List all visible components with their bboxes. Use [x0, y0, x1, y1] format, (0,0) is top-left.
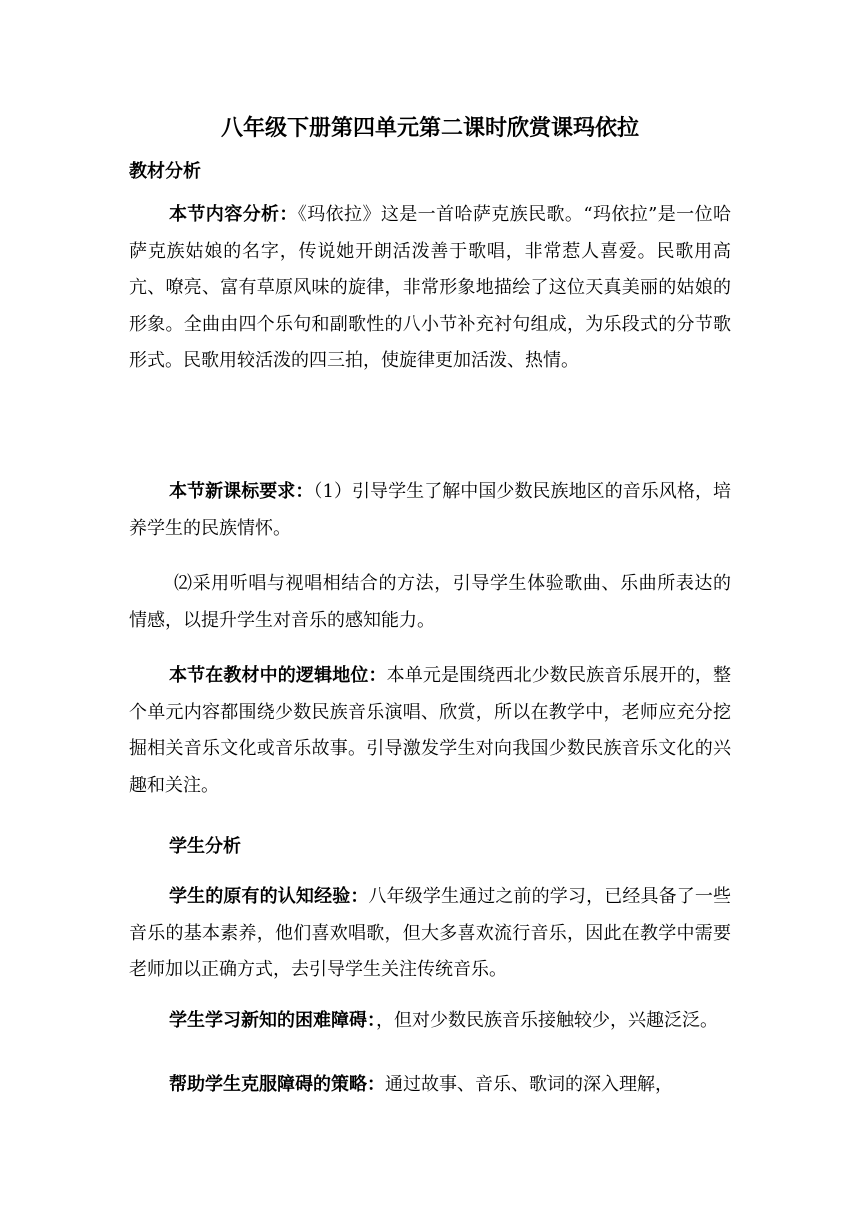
paragraph-lead: 本节新课标要求：: [169, 481, 314, 502]
paragraph-text: ⑵采用听唱与视唱相结合的方法，引导学生体验歌曲、乐曲所表达的情感，以提升学生对音乐的感知能力。: [129, 573, 731, 631]
paragraph-text: 本单元是围绕西北少数民族音乐展开的，整个单元内容都围绕少数民族音乐演唱、欣赏，所以在教学中，老师应充分挖掘相关音乐文化或音乐故事。引导激发学生对向我国少数民族音乐文化的兴趣和关注。: [129, 665, 732, 796]
paragraph-lead: 学生的原有的认知经验：: [169, 886, 369, 907]
paragraph-text: ，但对少数民族音乐接触较少，兴趣泛泛。: [376, 1010, 718, 1031]
paragraph-logical-position: [129, 658, 731, 804]
section-heading-textbook-analysis: 教材分析: [129, 161, 201, 182]
paragraph-prior-experience: [129, 879, 731, 989]
paragraph-text: （1）引导学生了解中国少数民族地区的音乐风格，培养学生的民族情怀。: [129, 481, 732, 539]
paragraph-lead: 本节内容分析：: [169, 204, 298, 225]
paragraph-lead: 学生学习新知的困难障碍：: [169, 1010, 376, 1031]
document-title: 八年级下册第四单元第二课时欣赏课玛依拉: [220, 115, 639, 141]
paragraph-content-analysis: [129, 197, 731, 380]
paragraph-text: 《玛依拉》这是一首哈萨克族民歌。“玛依拉”是一位哈萨克族姑娘的名字，传说她开朗活泼善于歌唱，非常惹人喜爱。民歌用高亢、嘹亮、富有草原风味的旋律，非常形象地描绘了这位天真美丽的姑娘的形象。全曲由四个乐句和副歌性的八小节补充衬句组成，为乐段式的分节歌形式。民歌用较活泼的四三拍，使旋律更加活泼、热情。: [129, 204, 731, 371]
paragraph-lead: 本节在教材中的逻辑地位：: [169, 665, 387, 686]
section-heading-student-analysis: 学生分析: [169, 836, 241, 857]
paragraph-curriculum-requirements-2: [129, 566, 731, 639]
paragraph-text: 八年级学生通过之前的学习，已经具备了一些音乐的基本素养，他们喜欢唱歌，但大多喜欢流行音乐，因此在教学中需要老师加以正确方式，去引导学生关注传统音乐。: [129, 886, 731, 980]
paragraph-lead: 帮助学生克服障碍的策略：: [169, 1074, 385, 1095]
paragraph-curriculum-requirements: [129, 474, 731, 547]
paragraph-learning-difficulties: [129, 1007, 731, 1034]
paragraph-text: 通过故事、音乐、歌词的深入理解，: [385, 1074, 673, 1095]
paragraph-strategies: [129, 1067, 731, 1104]
